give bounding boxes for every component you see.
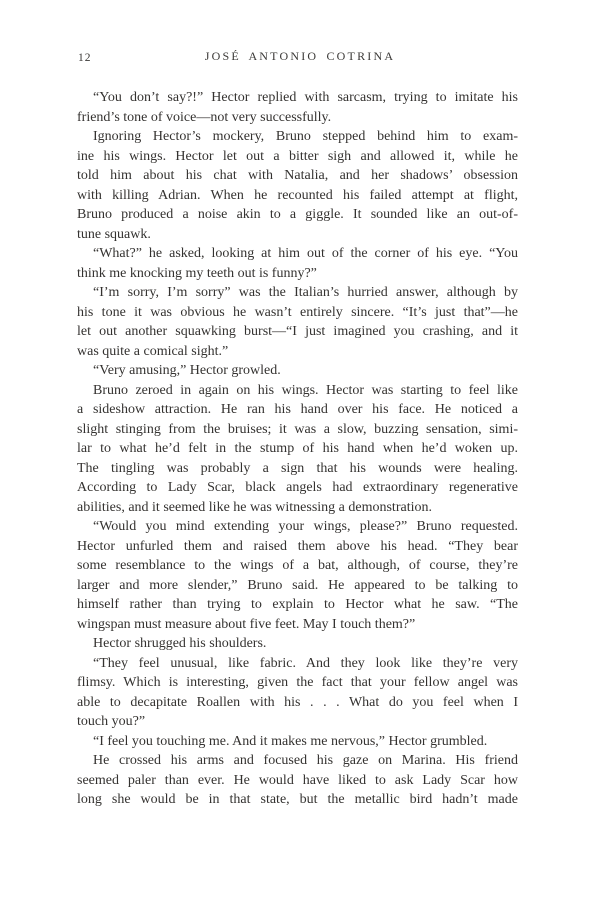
text-line: Hector shrugged his shoulders. xyxy=(93,636,267,651)
text-line: lar to what he’d felt in the stump of his hand when he’d woken up. xyxy=(77,441,518,456)
running-header: JOSÉ ANTONIO COTRINA xyxy=(204,49,396,63)
text-line: friend’s tone of voice—not very successfully. xyxy=(77,109,332,125)
page-header xyxy=(77,49,523,65)
text-line: Hector unfurled them and raised them above his head. “They bear xyxy=(77,538,518,554)
text-line: with killing Adrian. When he recounted his failed attempt at flight, xyxy=(77,187,518,203)
text-line: told him about his chat with Natalia, and her shadows’ obsession xyxy=(77,168,518,183)
text-line: think me knocking my teeth out is funny?” xyxy=(77,265,317,281)
text-line: was quite a comical sight.” xyxy=(77,343,229,359)
paragraph xyxy=(77,732,518,752)
text-line: seemed paler than ever. He would have liked to ask Lady Scar how xyxy=(77,772,518,788)
paragraph xyxy=(77,361,518,381)
paragraph xyxy=(77,381,518,518)
text-line: larger and more slender,” Bruno said. He appeared to be talking to xyxy=(77,577,518,593)
text-line: “They feel unusual, like fabric. And they look like they’re very xyxy=(93,655,518,671)
page-number: 12 xyxy=(78,52,92,64)
text-line: “What?” he asked, looking at him out of the corner of his eye. “You xyxy=(93,246,518,261)
text-line: “I’m sorry, I’m sorry” was the Italian’s hurried answer, although by xyxy=(93,285,518,300)
text-line: slight stinging from the bruises; it was a slow, buzzing sensation, simi- xyxy=(77,421,518,437)
paragraph xyxy=(77,654,518,732)
text-line: his tone it was obvious he wasn’t entirely sincere. “It’s just that”—he xyxy=(77,304,518,320)
text-line: tune squawk. xyxy=(77,226,151,242)
text-line: able to decapitate Roallen with his . . . What do you feel when I xyxy=(77,694,518,710)
text-line: He crossed his arms and focused his gaze on Marina. His friend xyxy=(93,753,518,768)
text-line: “Would you mind extending your wings, please?” Bruno requested. xyxy=(93,519,518,534)
text-line: a sideshow attraction. He ran his hand over his face. He noticed a xyxy=(77,402,518,417)
text-line: flimsy. Which is interesting, given the fact that your fellow angel was xyxy=(77,675,518,690)
paragraph xyxy=(77,634,518,654)
text-line: himself rather than trying to explain to Hector what he saw. “The xyxy=(77,597,518,612)
page-body xyxy=(77,88,518,810)
text-line: touch you?” xyxy=(77,714,146,729)
paragraph xyxy=(77,751,518,810)
text-line: long she would be in that state, but the metallic bird hadn’t made xyxy=(77,792,518,807)
text-line: “I feel you touching me. And it makes me nervous,” Hector grumbled. xyxy=(93,733,488,749)
paragraph xyxy=(77,517,518,634)
text-line: some resemblance to the wings of a bat, although, of course, they’re xyxy=(77,558,518,573)
text-line: Ignoring Hector’s mockery, Bruno stepped behind him to exam- xyxy=(93,129,518,144)
text-line: The tingling was probably a sign that his wounds were healing. xyxy=(77,460,518,476)
text-line: According to Lady Scar, black angels had extraordinary regenerative xyxy=(77,480,518,495)
text-line: ine his wings. Hector let out a bitter sigh and allowed it, while he xyxy=(77,148,518,164)
paragraph xyxy=(77,283,518,361)
paragraph xyxy=(77,244,518,283)
text-line: “You don’t say?!” Hector replied with sarcasm, trying to imitate his xyxy=(93,90,518,105)
paragraph xyxy=(77,127,518,244)
text-line: Bruno zeroed in again on his wings. Hector was starting to feel like xyxy=(93,382,518,398)
text-line: abilities, and it seemed like he was witnessing a demonstration. xyxy=(77,499,432,515)
text-line: Bruno produced a noise akin to a giggle. It sounded like an out-of- xyxy=(77,207,518,222)
text-line: “Very amusing,” Hector growled. xyxy=(93,363,281,378)
paragraph xyxy=(77,88,518,127)
text-line: let out another squawking burst—“I just imagined you crashing, and it xyxy=(77,324,518,339)
text-line: wingspan must measure about five feet. May I touch them?” xyxy=(77,616,416,632)
